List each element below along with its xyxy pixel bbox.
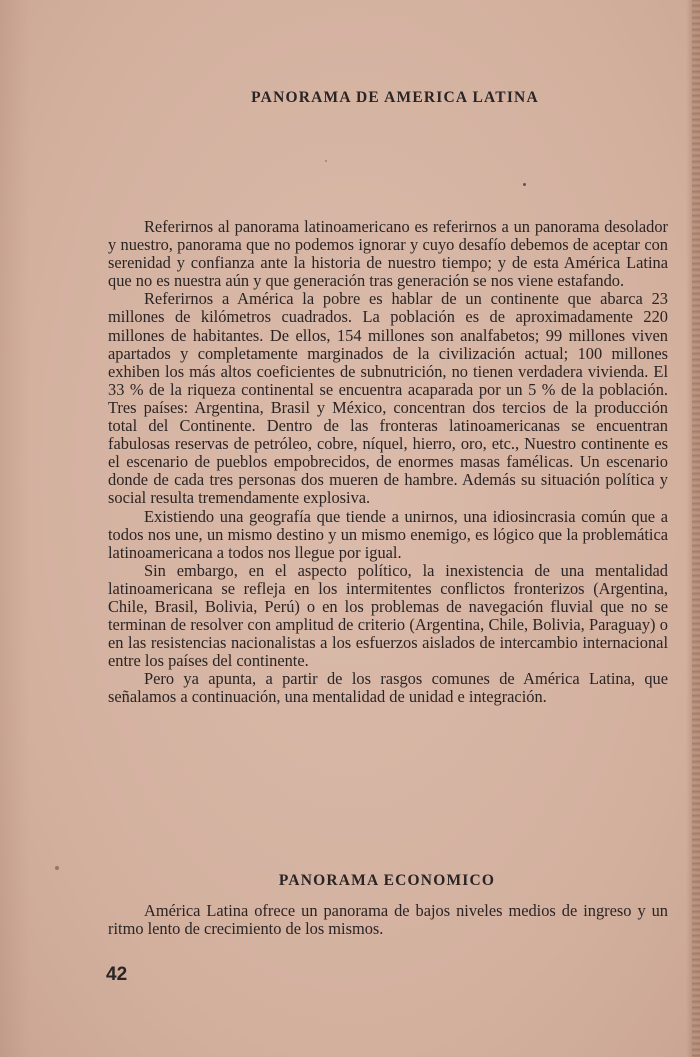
running-head: PANORAMA DE AMERICA LATINA (251, 89, 539, 106)
section-text (108, 902, 668, 938)
paper-speck (325, 160, 327, 162)
paper-speck (55, 866, 59, 870)
page-edge (692, 0, 700, 1057)
paragraph: América Latina ofrece un panorama de bajos niveles medios de ingreso y un ritmo lento de crecimiento de los mismos. (108, 901, 668, 939)
page-number: 42 (106, 964, 128, 985)
section-heading: PANORAMA ECONOMICO (278, 872, 496, 889)
paragraph: Sin embargo, en el aspecto político, la inexistencia de una mentalidad latinoamericana se refleja en los intermitentes conflictos fronterizos (Argentina, Chile, Brasil, Bolivia, Perú) o en los problemas de navegación fluvial que no se terminan de resolver con amplitud de criterio (Argentina, Chile, Bolivia, Paraguay) o en las resistencias nacionalistas a los esfuerzos aislados de intercambio internacional entre los países del continente. (108, 560, 668, 671)
paragraph: Existiendo una geografía que tiende a unirnos, una idiosincrasia común que a todos nos une, un mismo destino y un mismo enemigo, es lógico que la problemática latinoamericana a todos nos llegue por igual. (108, 506, 668, 562)
paper-speck (523, 183, 526, 186)
paragraph: Referirnos al panorama latinoamericano es referirnos a un panorama desolador y nuestro, panorama que no podemos ignorar y cuyo desafío debemos de aceptar con serenidad y confianza ante la historia de nuestro tiempo; y de esta América Latina que no es nuestra aún y que generación tras generación se nos viene estafando. (108, 217, 668, 291)
body-text (108, 218, 668, 707)
paragraph: Pero ya apunta, a partir de los rasgos comunes de América Latina, que señalamos a continuación, una mentalidad de unidad e integración. (108, 669, 668, 707)
paragraph: Referirnos a América la pobre es hablar de un continente que abarca 23 millones de kilómetros cuadrados. La población es de aproximadamente 220 millones de habitantes. De ellos, 154 millones son analfabetos; 99 millones viven apartados y completamente marginados de la civilización actual; 100 millones exhiben los más altos coeficientes de subnutrición, no tienen verdadera vivienda. El 33 % de la riqueza continental se encuentra acaparada por un 5 % de la población. Tres países: Argentina, Brasil y México, concentran dos tercios de la producción total del Continente. Dentro de las fronteras latinoamericanas se encuentran fabulosas reservas de petróleo, cobre, níquel, hierro, oro, etc., Nuestro continente es el escenario de pueblos empobrecidos, de enormes masas famélicas. Un escenario donde de cada tres personas dos mueren de hambre. Además su situación política y social resulta tremendamente explosiva. (108, 289, 668, 508)
